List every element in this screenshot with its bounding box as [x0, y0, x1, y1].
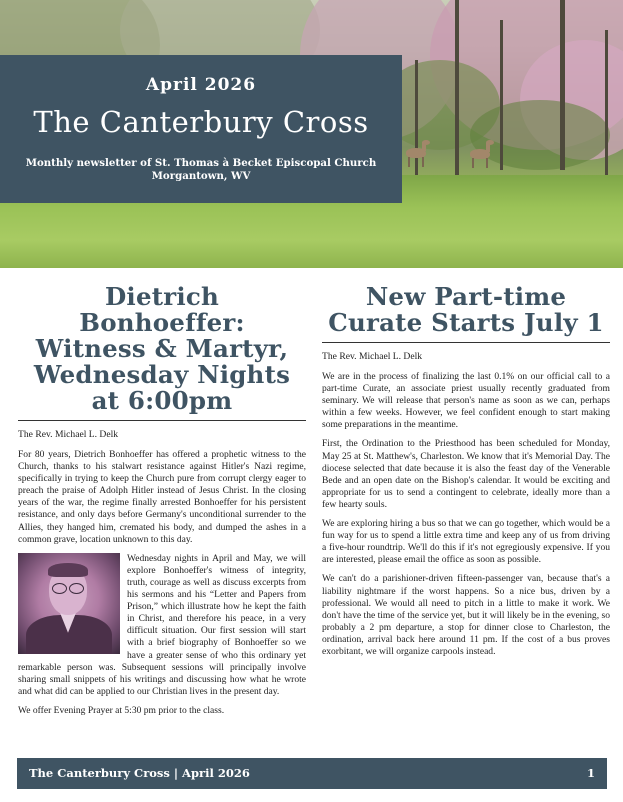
headline-line: New Part-time: [365, 282, 567, 311]
deer-left: [402, 140, 432, 170]
page-number: 1: [586, 766, 595, 780]
article-paragraph: For 80 years, Dietrich Bonhoeffer has offered a prophetic witness to the Church, thanks to his stalwart resistance against Hitler's Nazi regime, specifically in trying to keep the Church pure from corrupt clergy eager to preach the praise of Adolph Hitler instead of Jesus Christ. In the closing years of the war, the regime finally arrested Bonhoeffer for his persistent resistance, and only days before Germany's unconditional surrender to the Allies, they hanged him, cremated his body, and dumped the ashes in a common grave, location unknown to this day.: [18, 449, 306, 545]
article-headline: [18, 284, 306, 414]
byline: The Rev. Michael L. Delk: [322, 351, 423, 362]
newsletter-subtitle: [0, 157, 402, 183]
bonhoeffer-portrait: [18, 553, 120, 654]
masthead-title-box: [0, 55, 402, 203]
headline-line: Curate Starts July 1: [328, 308, 604, 337]
footer-title: The Canterbury Cross | April 2026: [29, 766, 250, 780]
article-bonhoeffer: [18, 278, 306, 724]
newsletter-title: The Canterbury Cross: [33, 105, 369, 139]
article-paragraph: We offer Evening Prayer at 5:30 pm prior to the class.: [18, 704, 225, 716]
article-paragraph: Wednesday nights in April and May, we will explore Bonhoeffer's witness of integrity, truth, courage as well as discuss excerpts from his sermons and his “Letter and Papers from Prison,” which illustrate how he kept the faith in Christ, and therefore his peace, in a very difficult situation. Our first session will start with a brief biography of Bonhoeffer so we have a greater sense of who this ordinary yet remarkable person was. Subsequent sessions will principally involve sharing small snippets of his writings and discussing how what he wrote and what did can be applied to our Christian lives in the present day.: [18, 552, 306, 697]
article-paragraph: We are in the process of finalizing the last 0.1% on our official call to a part-time Curate, an associate priest usually recently graduated from seminary. We will release that person's name as soon as we can, perhaps within a few weeks. However, we feel confident enough to start making some preparations in the meantime.: [322, 371, 610, 431]
headline-line: at 6:00pm: [91, 386, 233, 415]
article-curate: [322, 278, 610, 665]
masthead-photo: [0, 0, 623, 268]
headline-line: Dietrich Bonhoeffer:: [79, 282, 245, 337]
headline-divider: [322, 342, 610, 343]
page-footer: [17, 758, 607, 789]
article-paragraph: We can't do a parishioner-driven fifteen-passenger van, because that's a liability nightmare if the worst happens. So a nice bus, driven by a professional. We would all need to pitch in a little to make it work. We don't have the time of the service yet, but it will likely be in the evening, so probably a 2 pm departure, a stop for dinner close to Charleston, the ordination, arrival back here around 11 pm. If the cost of a bus proves exorbitant, we will organize carpools instead.: [322, 573, 610, 657]
article-paragraph: First, the Ordination to the Priesthood has been scheduled for Monday, May 25 at St. Matthew's, Charleston. We know that it's Memorial Day. The diocese selected that date because it is also the feast day of the Venerable Bede and an open date on the Bishop's calendar. It would be exciting and appropriate for us to send a contingent to celebrate, ideally more than a few hearty souls.: [322, 438, 610, 510]
deer-right: [468, 140, 498, 170]
issue-date: April 2026: [145, 75, 257, 95]
headline-divider: [18, 420, 306, 421]
article-headline: [322, 284, 610, 336]
headline-line: Wednesday Nights: [33, 360, 291, 389]
subtitle-location: Morgantown, WV: [151, 170, 251, 182]
byline: The Rev. Michael L. Delk: [18, 429, 119, 440]
article-paragraph: We are exploring hiring a bus so that we can go together, which would be a fun way for us to spend a little extra time and keep any of us from driving a five-hour roundtrip. We'll do this if it's not egregiously expensive. If you are interested, please email the office as soon as possible.: [322, 518, 610, 566]
subtitle-church: Monthly newsletter of St. Thomas à Becket Episcopal Church: [25, 157, 377, 169]
headline-line: Witness & Martyr,: [35, 334, 289, 363]
